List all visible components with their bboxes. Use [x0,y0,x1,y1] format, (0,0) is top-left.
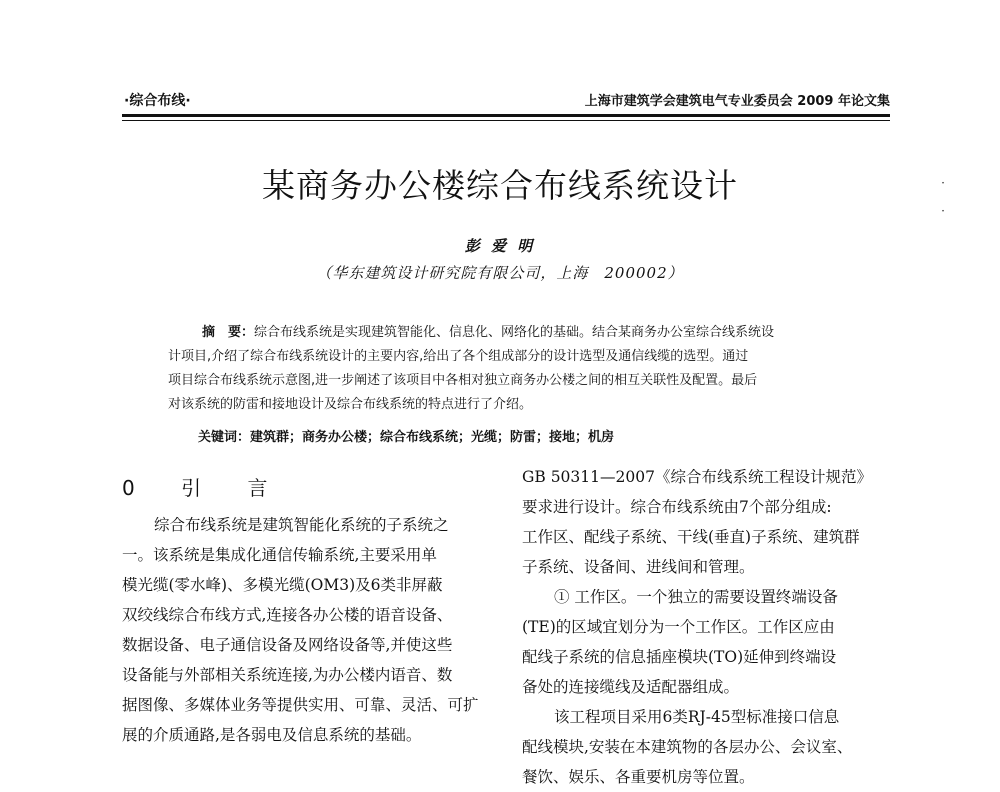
right-line-1: GB 50311—2007《综合布线系统工程设计规范》 [522,468,872,486]
left-line-2: 一。该系统是集成化通信传输系统,主要采用单 [122,546,437,564]
right-line-11: 餐饮、娱乐、各重要机房等位置。 [522,768,755,786]
right-line-5: ① 工作区。一个独立的需要设置终端设备 [554,588,838,606]
abstract-line-2: 计项目,介绍了综合布线系统设计的主要内容,给出了各个组成部分的设计选型及通信线缆的选型。通过 [168,349,749,364]
left-line-5: 数据设备、电子通信设备及网络设备等,并使这些 [122,636,453,654]
author-affiliation: （华东建筑设计研究院有限公司，上海 200002） [316,264,684,282]
right-line-10: 配线模块,安装在本建筑物的各层办公、会议室、 [522,738,853,756]
left-line-7: 据图像、多媒体业务等提供实用、可靠、灵活、可扩 [122,696,479,714]
right-line-4: 子系统、设备间、进线间和管理。 [522,558,755,576]
left-line-1: 综合布线系统是建筑智能化系统的子系统之 [154,516,449,534]
right-line-8: 备处的连接缆线及适配器组成。 [522,678,740,696]
abstract-line-3: 项目综合布线系统示意图,进一步阐述了该项目中各相对独立商务办公楼之间的相互关联性及配置。最后 [168,373,758,388]
right-line-7: 配线子系统的信息插座模块(TO)延伸到终端设 [522,648,837,666]
author-name: 彭 爱 明 [464,237,536,255]
keywords-text: 建筑群；商务办公楼；综合布线系统；光缆；防雷；接地；机房 [250,430,615,445]
right-line-3: 工作区、配线子系统、干线(垂直)子系统、建筑群 [522,528,860,546]
running-header-section: ·综合布线· [124,93,191,109]
abstract-block [168,321,868,417]
keywords-line [198,426,614,445]
header-rule-thick [122,114,890,117]
section-heading: 0 引 言 [122,476,288,500]
abstract-label: 摘 要： [202,325,255,340]
right-column [522,462,894,792]
right-line-2: 要求进行设计。综合布线系统由7个部分组成: [522,498,832,516]
header-rule-thin [122,120,890,121]
left-column [122,510,492,750]
left-line-8: 展的介质通路,是各弱电及信息系统的基础。 [122,726,422,744]
left-line-4: 双绞线综合布线方式,连接各办公楼的语音设备、 [122,606,453,624]
right-line-6: (TE)的区域宜划分为一个工作区。工作区应由 [522,618,835,636]
abstract-line-4: 对该系统的防雷和接地设计及综合布线系统的特点进行了介绍。 [168,397,533,412]
left-line-6: 设备能与外部相关系统连接,为办公楼内语音、数 [122,666,453,684]
paper-title: 某商务办公楼综合布线系统设计 [262,166,738,205]
left-line-3: 模光缆(零水峰)、多模光缆(OM3)及6类非屏蔽 [122,576,443,594]
margin-marks: · · [941,176,945,218]
running-header-proceedings: 上海市建筑学会建筑电气专业委员会 2009 年论文集 [584,94,890,109]
abstract-line-1: 摘 要：综合布线系统是实现建筑智能化、信息化、网络化的基础。结合某商务办公室综合线系统设 [202,325,775,340]
keywords-label: 关键词： [198,430,251,445]
right-line-9: 该工程项目采用6类RJ-45型标准接口信息 [554,708,840,726]
